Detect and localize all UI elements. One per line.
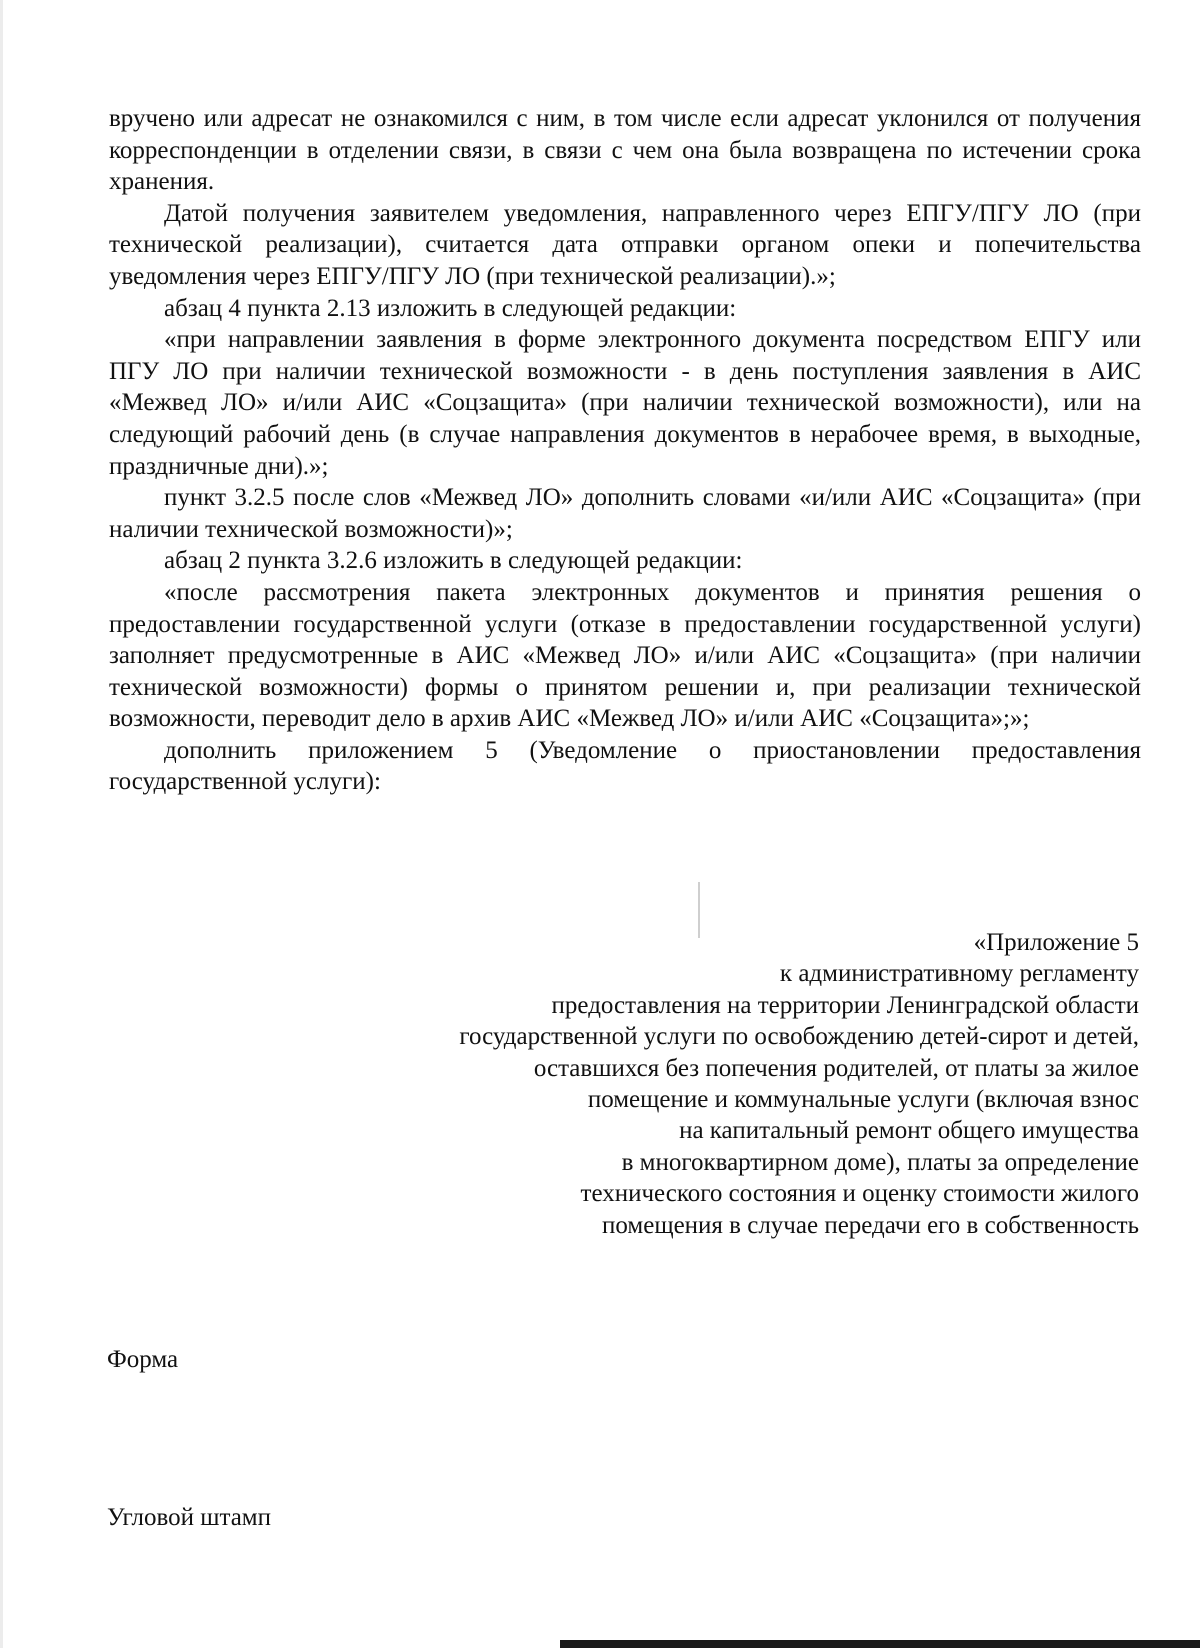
scan-edge-bottom <box>560 1640 1200 1648</box>
appendix-line: помещение и коммунальные услуги (включая взнос <box>587 1086 1139 1114</box>
paragraph: Датой получения заявителем уведомления, направленного через ЕПГУ/ПГУ ЛО (при технической реализации), считается дата отправки органом опеки и попечительства уведомления через ЕПГУ/ПГУ ЛО (при технической реализации).»; <box>109 199 1141 290</box>
paragraph: «при направлении заявления в форме электронного документа посредством ЕПГУ или ПГУ ЛО при наличии технической возможности - в день поступления заявления в АИС «Межвед ЛО» и/или АИС «Соцзащита» (при наличии технической возможности), или на следующий рабочий день (в случае направления документов в нерабочее время, в выходные, праздничные дни).»; <box>109 326 1141 480</box>
appendix-line: в многоквартирном доме), платы за определение <box>621 1148 1139 1176</box>
paragraph: абзац 4 пункта 2.13 изложить в следующей редакции: <box>164 294 737 322</box>
appendix-line: помещения в случае передачи его в собственность <box>602 1211 1139 1239</box>
paragraph: абзац 2 пункта 3.2.6 изложить в следующей редакции: <box>164 547 743 575</box>
paragraph: «после рассмотрения пакета электронных документов и принятия решения о предоставлении государственной услуги (отказе в предоставлении государственной услуги) заполняет предусмотренные в АИС «Межвед ЛО» и/или АИС «Соцзащита» (при наличии технической возможности) формы о принятом решении и, при реализации технической возможности, переводит дело в архив АИС «Межвед ЛО» и/или АИС «Соцзащита»;»; <box>109 578 1141 733</box>
form-label: Форма <box>107 1346 179 1373</box>
appendix-line: предоставления на территории Ленинградской области <box>551 991 1139 1019</box>
appendix-line: оставшихся без попечения родителей, от платы за жилое <box>533 1054 1139 1082</box>
appendix-line: технического состояния и оценку стоимости жилого <box>580 1180 1139 1208</box>
appendix-header <box>339 927 1139 1241</box>
appendix-line: «Приложение 5 <box>973 929 1139 956</box>
paragraph: вручено или адресат не ознакомился с ним, в том числе если адресат уклонился от получения корреспонденции в отделении связи, в связи с чем она была возвращена по истечении срока хранения. <box>109 105 1141 196</box>
appendix-line: государственной услуги по освобождению детей-сирот и детей, <box>459 1023 1139 1051</box>
corner-stamp-label: Угловой штамп <box>107 1504 272 1531</box>
appendix-line: на капитальный ремонт общего имущества <box>679 1117 1139 1145</box>
scan-edge-left <box>0 0 3 1648</box>
paragraph: пункт 3.2.5 после слов «Межвед ЛО» дополнить словами «и/или АИС «Соцзащита» (при наличии технической возможности)»; <box>109 484 1141 543</box>
body-text <box>109 103 1141 798</box>
paragraph: дополнить приложением 5 (Уведомление о приостановлении предоставления государственной услуги): <box>109 736 1141 796</box>
appendix-line: к административному регламенту <box>779 960 1139 988</box>
